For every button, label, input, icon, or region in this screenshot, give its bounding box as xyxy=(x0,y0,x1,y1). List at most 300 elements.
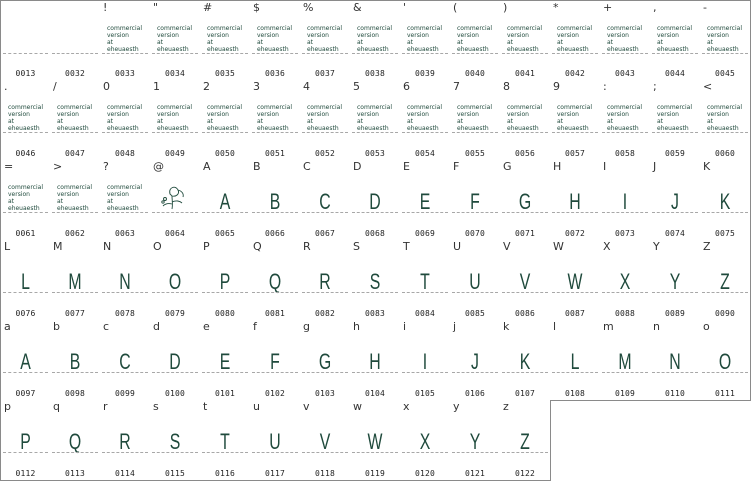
demo-notice xyxy=(607,25,642,53)
demo-notice-line: at xyxy=(557,39,564,46)
cell-character-label: K xyxy=(703,160,711,173)
demo-notice xyxy=(507,104,542,132)
baseline-guide xyxy=(302,292,348,293)
demo-notice-line: version xyxy=(207,32,229,39)
glyph-preview: G xyxy=(318,349,332,374)
flower-doodle-icon xyxy=(158,184,192,210)
glyph-preview: F xyxy=(470,189,480,214)
baseline-guide xyxy=(3,132,48,133)
cell-character-label: , xyxy=(653,1,657,14)
cell-character-label: & xyxy=(353,1,362,14)
cell-character-label: H xyxy=(553,160,562,173)
cell-character-label: " xyxy=(153,1,159,14)
char-code-label: 0085 xyxy=(464,309,486,318)
baseline-guide xyxy=(652,212,698,213)
baseline-guide xyxy=(202,372,248,373)
glyph-preview: P xyxy=(20,429,31,454)
char-code-label: 0049 xyxy=(164,149,186,158)
demo-notice-line: at xyxy=(407,118,414,125)
glyph-preview: M xyxy=(68,269,82,294)
glyph-preview: S xyxy=(369,269,381,294)
demo-notice-line: version xyxy=(407,111,429,118)
glyph-cell xyxy=(650,320,701,401)
glyph-preview: Y xyxy=(469,429,481,454)
cell-character-label: 1 xyxy=(153,80,160,93)
demo-notice-line: eheuaesth xyxy=(207,125,239,132)
demo-notice-line: version xyxy=(157,32,179,39)
baseline-guide xyxy=(3,292,48,293)
baseline-guide xyxy=(502,292,548,293)
char-code-label: 0067 xyxy=(314,229,336,238)
demo-notice-line: commercial xyxy=(257,104,292,111)
demo-notice xyxy=(307,25,342,53)
glyph-cell xyxy=(350,400,401,481)
glyph-cell xyxy=(200,320,251,401)
baseline-guide xyxy=(552,212,598,213)
demo-notice xyxy=(257,104,292,132)
demo-notice xyxy=(507,25,542,53)
glyph-preview: E xyxy=(219,349,231,374)
baseline-guide xyxy=(352,212,398,213)
glyph-cell xyxy=(200,240,251,321)
demo-notice-line: version xyxy=(657,111,679,118)
demo-notice-line: at xyxy=(107,39,114,46)
char-code-label: 0080 xyxy=(214,309,236,318)
glyph-preview: C xyxy=(319,189,331,214)
demo-notice-line: eheuaesth xyxy=(257,46,289,53)
demo-notice-line: eheuaesth xyxy=(607,46,639,53)
baseline-guide xyxy=(702,132,748,133)
demo-notice-line: version xyxy=(357,111,379,118)
glyph-preview: B xyxy=(269,189,281,214)
demo-notice xyxy=(607,104,642,132)
glyph-cell xyxy=(250,0,301,81)
demo-notice-line: eheuaesth xyxy=(707,125,739,132)
demo-notice-line: version xyxy=(457,32,479,39)
char-code-label: 0100 xyxy=(164,389,186,398)
baseline-guide xyxy=(202,212,248,213)
demo-notice-line: at xyxy=(207,39,214,46)
glyph-cell xyxy=(250,80,301,161)
char-code-label: 0068 xyxy=(364,229,386,238)
glyph-preview: V xyxy=(519,269,531,294)
glyph-preview: X xyxy=(619,269,631,294)
demo-notice-line: at xyxy=(507,39,514,46)
demo-notice-line: eheuaesth xyxy=(407,46,439,53)
demo-notice-line: version xyxy=(557,111,579,118)
char-code-label: 0045 xyxy=(714,69,736,78)
cell-character-label: : xyxy=(603,80,607,93)
baseline-guide xyxy=(352,452,398,453)
demo-notice-line: commercial xyxy=(557,25,592,32)
cell-character-label: l xyxy=(553,320,557,333)
char-code-label: 0051 xyxy=(264,149,286,158)
demo-notice-line: eheuaesth xyxy=(357,125,389,132)
demo-notice xyxy=(57,104,92,132)
char-code-label: 0110 xyxy=(664,389,686,398)
demo-notice-line: version xyxy=(207,111,229,118)
cell-character-label: Z xyxy=(703,240,711,253)
char-code-label: 0106 xyxy=(464,389,486,398)
glyph-preview: I xyxy=(422,349,428,374)
char-code-label: 0084 xyxy=(414,309,436,318)
char-code-label: 0069 xyxy=(414,229,436,238)
demo-notice-line: version xyxy=(107,32,129,39)
glyph-preview: I xyxy=(622,189,628,214)
char-code-label: 0035 xyxy=(214,69,236,78)
demo-notice-line: eheuaesth xyxy=(157,125,189,132)
baseline-guide xyxy=(102,212,148,213)
demo-notice-line: version xyxy=(157,111,179,118)
glyph-cell xyxy=(350,0,401,81)
glyph-cell xyxy=(500,0,551,81)
demo-notice-line: eheuaesth xyxy=(107,125,139,132)
glyph-cell xyxy=(100,320,151,401)
baseline-guide xyxy=(152,53,198,54)
glyph-cell xyxy=(200,80,251,161)
demo-notice-line: commercial xyxy=(707,104,742,111)
demo-notice-line: at xyxy=(107,198,114,205)
demo-notice-line: commercial xyxy=(207,104,242,111)
glyph-preview: K xyxy=(719,189,731,214)
demo-notice-line: at xyxy=(157,118,164,125)
baseline-guide xyxy=(102,132,148,133)
demo-notice-line: at xyxy=(657,118,664,125)
baseline-guide xyxy=(452,212,498,213)
char-code-label: 0118 xyxy=(314,469,336,478)
demo-notice-line: eheuaesth xyxy=(107,205,139,212)
demo-notice-line: at xyxy=(607,39,614,46)
cell-character-label: m xyxy=(603,320,614,333)
char-code-label: 0040 xyxy=(464,69,486,78)
baseline-guide xyxy=(402,372,448,373)
glyph-preview: S xyxy=(169,429,181,454)
cell-character-label: u xyxy=(253,400,260,413)
glyph-cell xyxy=(600,80,651,161)
glyph-preview: Y xyxy=(669,269,681,294)
glyph-preview: N xyxy=(669,349,681,374)
cell-character-label: ! xyxy=(103,1,108,14)
demo-notice-line: at xyxy=(57,118,64,125)
cell-character-label: - xyxy=(703,1,707,14)
char-code-label: 0076 xyxy=(15,309,36,318)
demo-notice xyxy=(457,25,492,53)
demo-notice-line: commercial xyxy=(457,25,492,32)
cell-character-label: 0 xyxy=(103,80,110,93)
glyph-cell xyxy=(300,240,351,321)
char-code-label: 0114 xyxy=(114,469,136,478)
char-code-label: 0075 xyxy=(714,229,736,238)
glyph-cell xyxy=(100,400,151,481)
glyph-cell xyxy=(600,160,651,241)
char-code-label: 0059 xyxy=(664,149,686,158)
demo-notice-line: at xyxy=(307,118,314,125)
demo-notice-line: at xyxy=(307,39,314,46)
baseline-guide xyxy=(252,53,298,54)
cell-character-label: / xyxy=(53,80,57,93)
char-code-label: 0038 xyxy=(364,69,386,78)
demo-notice xyxy=(557,25,592,53)
demo-notice xyxy=(157,25,192,53)
baseline-guide xyxy=(52,132,98,133)
glyph-cell xyxy=(50,80,101,161)
baseline-guide xyxy=(602,372,648,373)
glyph-cell xyxy=(200,400,251,481)
demo-notice-line: eheuaesth xyxy=(457,125,489,132)
glyph-cell xyxy=(450,400,501,481)
glyph-cell xyxy=(500,160,551,241)
demo-notice-line: at xyxy=(207,118,214,125)
glyph-cell xyxy=(150,80,201,161)
demo-notice-line: at xyxy=(457,118,464,125)
glyph-cell xyxy=(200,160,251,241)
cell-character-label: < xyxy=(703,80,713,93)
demo-notice-line: commercial xyxy=(457,104,492,111)
demo-notice-line: at xyxy=(107,118,114,125)
glyph-preview: J xyxy=(671,189,679,214)
cell-character-label: y xyxy=(453,400,460,413)
cell-character-label: Q xyxy=(253,240,262,253)
cell-character-label: W xyxy=(553,240,564,253)
char-code-label: 0107 xyxy=(514,389,536,398)
baseline-guide xyxy=(452,372,498,373)
glyph-preview: Z xyxy=(720,269,730,294)
glyph-cell xyxy=(350,160,401,241)
glyph-cell xyxy=(400,0,451,81)
demo-notice-line: version xyxy=(657,32,679,39)
char-code-label: 0052 xyxy=(314,149,336,158)
demo-notice-line: at xyxy=(8,118,15,125)
cell-character-label: r xyxy=(103,400,108,413)
demo-notice xyxy=(657,25,692,53)
glyph-preview: L xyxy=(21,269,30,294)
demo-notice-line: eheuaesth xyxy=(707,46,739,53)
glyph-cell xyxy=(300,80,351,161)
char-code-label: 0108 xyxy=(564,389,586,398)
cell-character-label: n xyxy=(653,320,660,333)
glyph-cell xyxy=(250,320,301,401)
char-code-label: 0102 xyxy=(264,389,286,398)
char-code-label: 0072 xyxy=(564,229,586,238)
demo-notice-line: version xyxy=(607,32,629,39)
glyph-cell xyxy=(300,320,351,401)
char-code-label: 0055 xyxy=(464,149,486,158)
glyph-preview: U xyxy=(469,269,481,294)
cell-character-label: I xyxy=(603,160,607,173)
cell-character-label: v xyxy=(303,400,310,413)
char-code-label: 0079 xyxy=(164,309,186,318)
glyph-cell xyxy=(400,240,451,321)
baseline-guide xyxy=(652,292,698,293)
glyph-preview: P xyxy=(219,269,231,294)
char-code-label: 0047 xyxy=(64,149,86,158)
cell-character-label: . xyxy=(4,80,8,93)
baseline-guide xyxy=(352,132,398,133)
baseline-guide xyxy=(552,292,598,293)
cell-character-label: C xyxy=(303,160,311,173)
glyph-cell xyxy=(450,80,501,161)
cell-character-label: * xyxy=(553,1,559,14)
cell-character-label: x xyxy=(403,400,410,413)
cell-character-label: J xyxy=(653,160,657,173)
char-code-label: 0043 xyxy=(614,69,636,78)
demo-notice xyxy=(107,184,142,212)
glyph-cell xyxy=(250,400,301,481)
cell-character-label: E xyxy=(403,160,410,173)
cell-character-label: a xyxy=(4,320,11,333)
char-code-label: 0119 xyxy=(364,469,386,478)
glyph-cell xyxy=(600,240,651,321)
baseline-guide xyxy=(202,452,248,453)
demo-notice-line: eheuaesth xyxy=(307,125,339,132)
demo-notice xyxy=(657,104,692,132)
char-code-label: 0077 xyxy=(64,309,86,318)
char-code-label: 0074 xyxy=(664,229,686,238)
glyph-cell xyxy=(500,80,551,161)
baseline-guide xyxy=(452,132,498,133)
char-code-label: 0088 xyxy=(614,309,636,318)
demo-notice xyxy=(157,104,192,132)
demo-notice-line: eheuaesth xyxy=(57,205,89,212)
cell-character-label: p xyxy=(4,400,11,413)
demo-notice xyxy=(557,104,592,132)
cell-character-label: 3 xyxy=(253,80,260,93)
demo-notice-line: eheuaesth xyxy=(557,125,589,132)
glyph-cell xyxy=(0,0,51,81)
glyph-preview: F xyxy=(270,349,280,374)
glyph-cell xyxy=(600,0,651,81)
demo-notice-line: eheuaesth xyxy=(157,46,189,53)
demo-notice-line: eheuaesth xyxy=(357,46,389,53)
glyph-cell xyxy=(150,240,201,321)
char-code-label: 0070 xyxy=(464,229,486,238)
glyph-preview: T xyxy=(420,269,430,294)
cell-character-label: A xyxy=(203,160,211,173)
char-code-label: 0071 xyxy=(514,229,536,238)
glyph-cell xyxy=(300,160,351,241)
baseline-guide xyxy=(502,53,548,54)
cell-character-label: t xyxy=(203,400,208,413)
demo-notice-line: at xyxy=(607,118,614,125)
cell-character-label: 2 xyxy=(203,80,210,93)
demo-notice-line: version xyxy=(57,111,79,118)
baseline-guide xyxy=(402,132,448,133)
demo-notice-line: eheuaesth xyxy=(657,46,689,53)
demo-notice-line: commercial xyxy=(157,25,192,32)
cell-character-label: 5 xyxy=(353,80,360,93)
char-code-label: 0103 xyxy=(314,389,336,398)
baseline-guide xyxy=(452,53,498,54)
char-code-label: 0058 xyxy=(614,149,636,158)
glyph-cell xyxy=(700,160,751,241)
demo-notice-line: at xyxy=(707,39,714,46)
baseline-guide xyxy=(352,292,398,293)
demo-notice-line: version xyxy=(507,111,529,118)
glyph-cell xyxy=(550,160,601,241)
cell-character-label: ? xyxy=(103,160,109,173)
glyph-cell xyxy=(400,80,451,161)
cell-character-label: f xyxy=(253,320,257,333)
glyph-cell xyxy=(400,320,451,401)
demo-notice-line: commercial xyxy=(607,104,642,111)
demo-notice-line: version xyxy=(707,32,729,39)
glyph-cell xyxy=(550,240,601,321)
glyph-preview: W xyxy=(567,269,583,294)
cell-character-label: 6 xyxy=(403,80,410,93)
demo-notice-line: eheuaesth xyxy=(507,125,539,132)
baseline-guide xyxy=(452,292,498,293)
cell-character-label: D xyxy=(353,160,362,173)
cell-character-label: O xyxy=(153,240,162,253)
demo-notice-line: commercial xyxy=(8,184,43,191)
glyph-cell xyxy=(700,80,751,161)
demo-notice xyxy=(407,104,442,132)
char-code-label: 0050 xyxy=(214,149,236,158)
glyph-cell xyxy=(450,0,501,81)
cell-character-label: ) xyxy=(503,1,508,14)
baseline-guide xyxy=(402,452,448,453)
glyph-cell xyxy=(400,400,451,481)
demo-notice-line: version xyxy=(8,191,30,198)
demo-notice-line: at xyxy=(257,118,264,125)
demo-notice-line: version xyxy=(407,32,429,39)
char-code-label: 0033 xyxy=(114,69,136,78)
demo-notice-line: eheuaesth xyxy=(207,46,239,53)
glyph-cell xyxy=(300,0,351,81)
cell-character-label: 4 xyxy=(303,80,310,93)
baseline-guide xyxy=(302,372,348,373)
char-code-label: 0066 xyxy=(264,229,286,238)
char-code-label: 0105 xyxy=(414,389,436,398)
demo-notice-line: version xyxy=(307,32,329,39)
demo-notice-line: commercial xyxy=(357,25,392,32)
cell-character-label: w xyxy=(353,400,362,413)
demo-notice-line: eheuaesth xyxy=(557,46,589,53)
glyph-cell xyxy=(650,240,701,321)
cell-character-label: # xyxy=(203,1,213,14)
glyph-cell xyxy=(450,320,501,401)
demo-notice-line: commercial xyxy=(557,104,592,111)
char-code-label: 0097 xyxy=(15,389,36,398)
char-code-label: 0112 xyxy=(15,469,36,478)
cell-character-label: k xyxy=(503,320,510,333)
char-code-label: 0036 xyxy=(264,69,286,78)
baseline-guide xyxy=(252,372,298,373)
glyph-cell xyxy=(700,0,751,81)
cell-character-label: > xyxy=(53,160,63,173)
char-code-label: 0083 xyxy=(364,309,386,318)
char-code-label: 0042 xyxy=(564,69,586,78)
char-code-label: 0064 xyxy=(164,229,186,238)
demo-notice-line: eheuaesth xyxy=(8,125,40,132)
glyph-preview: L xyxy=(570,349,580,374)
demo-notice-line: eheuaesth xyxy=(507,46,539,53)
char-code-label: 0086 xyxy=(514,309,536,318)
char-code-label: 0056 xyxy=(514,149,536,158)
demo-notice xyxy=(207,25,242,53)
glyph-cell xyxy=(100,80,151,161)
demo-notice-line: version xyxy=(507,32,529,39)
demo-notice-line: commercial xyxy=(507,25,542,32)
demo-notice xyxy=(357,104,392,132)
baseline-guide xyxy=(102,452,148,453)
baseline-guide xyxy=(552,372,598,373)
glyph-cell xyxy=(350,320,401,401)
cell-character-label: ; xyxy=(653,80,657,93)
demo-notice xyxy=(8,104,43,132)
demo-notice-line: commercial xyxy=(107,184,142,191)
glyph-preview: A xyxy=(219,189,231,214)
